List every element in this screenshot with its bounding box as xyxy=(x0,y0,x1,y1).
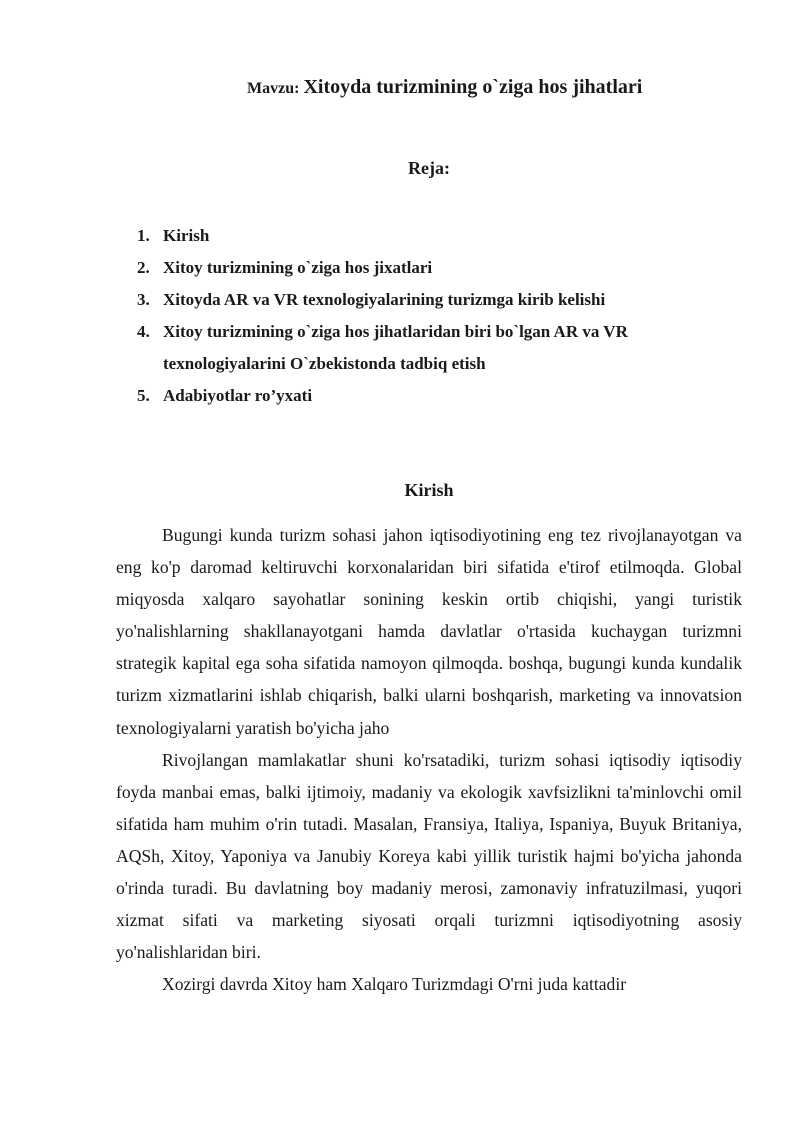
body-text xyxy=(116,519,742,1000)
plan-heading: Reja: xyxy=(408,158,450,178)
plan-item-number: 3. xyxy=(137,290,150,309)
paragraph: Xozirgi davrda Xitoy ham Xalqaro Turizmdagi O'rni juda kattadir xyxy=(162,974,627,995)
plan-item-text: Xitoy turizmining o`ziga hos jihatlaridan biri bo`lgan AR va VR texnologiyalarini O`zbekistonda tadbiq etish xyxy=(163,322,628,373)
plan-item-text: Adabiyotlar ro’yxati xyxy=(163,386,313,405)
plan-item-text: Xitoy turizmining o`ziga hos jixatlari xyxy=(163,258,433,277)
plan-item xyxy=(137,284,737,316)
title-prefix: Mavzu: xyxy=(247,80,300,97)
paragraph: Rivojlangan mamlakatlar shuni ko'rsatadiki, turizm sohasi iqtisodiy iqtisodiy foyda manbai emas, balki ijtimoiy, madaniy va ekologik xavfsizlikni ta'minlovchi omil sifatida ham muhim o'rin tutadi. Masalan, Fransiya, Italiya, Ispaniya, Buyuk Britaniya, AQSh, Xitoy, Yaponiya va Janubiy Koreya kabi yillik turistik hajmi bo'yicha jahonda o'rinda turadi. Bu davlatning boy madaniy merosi, zamonaviy infratuzilmasi, yuqori xizmat sifati va marketing siyosati orqali turizmni iqtisodiyotning asosiy yo'nalishlaridan biri. xyxy=(116,749,742,963)
plan-list xyxy=(137,220,737,412)
plan-item-number: 1. xyxy=(137,226,150,245)
paragraph: Bugungi kunda turizm sohasi jahon iqtisodiyotining eng tez rivojlanayotgan va eng ko'p daromad keltiruvchi korxonalaridan biri sifatida e'tirof etilmoqda. Global miqyosda xalqaro sayohatlar sonining keskin ortib chiqishi, yangi turistik yo'nalishlarning shakllanayotgani hamda davlatlar o'rtasida kuchaygan turizmni strategik kapital ega soha sifatida namoyon qilmoqda. boshqa, bugungi kunda kundalik turizm xizmatlarini ishlab chiqarish, balki ularni boshqarish, marketing va innovatsion texnologiyalarni yaratish bo'yicha jaho xyxy=(116,525,742,738)
document-title xyxy=(0,76,800,99)
plan-item xyxy=(137,220,737,252)
plan-item-number: 2. xyxy=(137,258,150,277)
title-text: Xitoyda turizmining o`ziga hos jihatlari xyxy=(303,76,643,98)
plan-item-text: Xitoyda AR va VR texnologiyalarining turizmga kirib kelishi xyxy=(163,290,606,309)
plan-item-number: 4. xyxy=(137,322,150,341)
plan-item-number: 5. xyxy=(137,386,150,405)
plan-item xyxy=(137,316,737,380)
plan-item xyxy=(137,380,737,412)
section-heading-kirish: Kirish xyxy=(404,480,454,500)
plan-item xyxy=(137,252,737,284)
plan-item-text: Kirish xyxy=(163,226,210,245)
